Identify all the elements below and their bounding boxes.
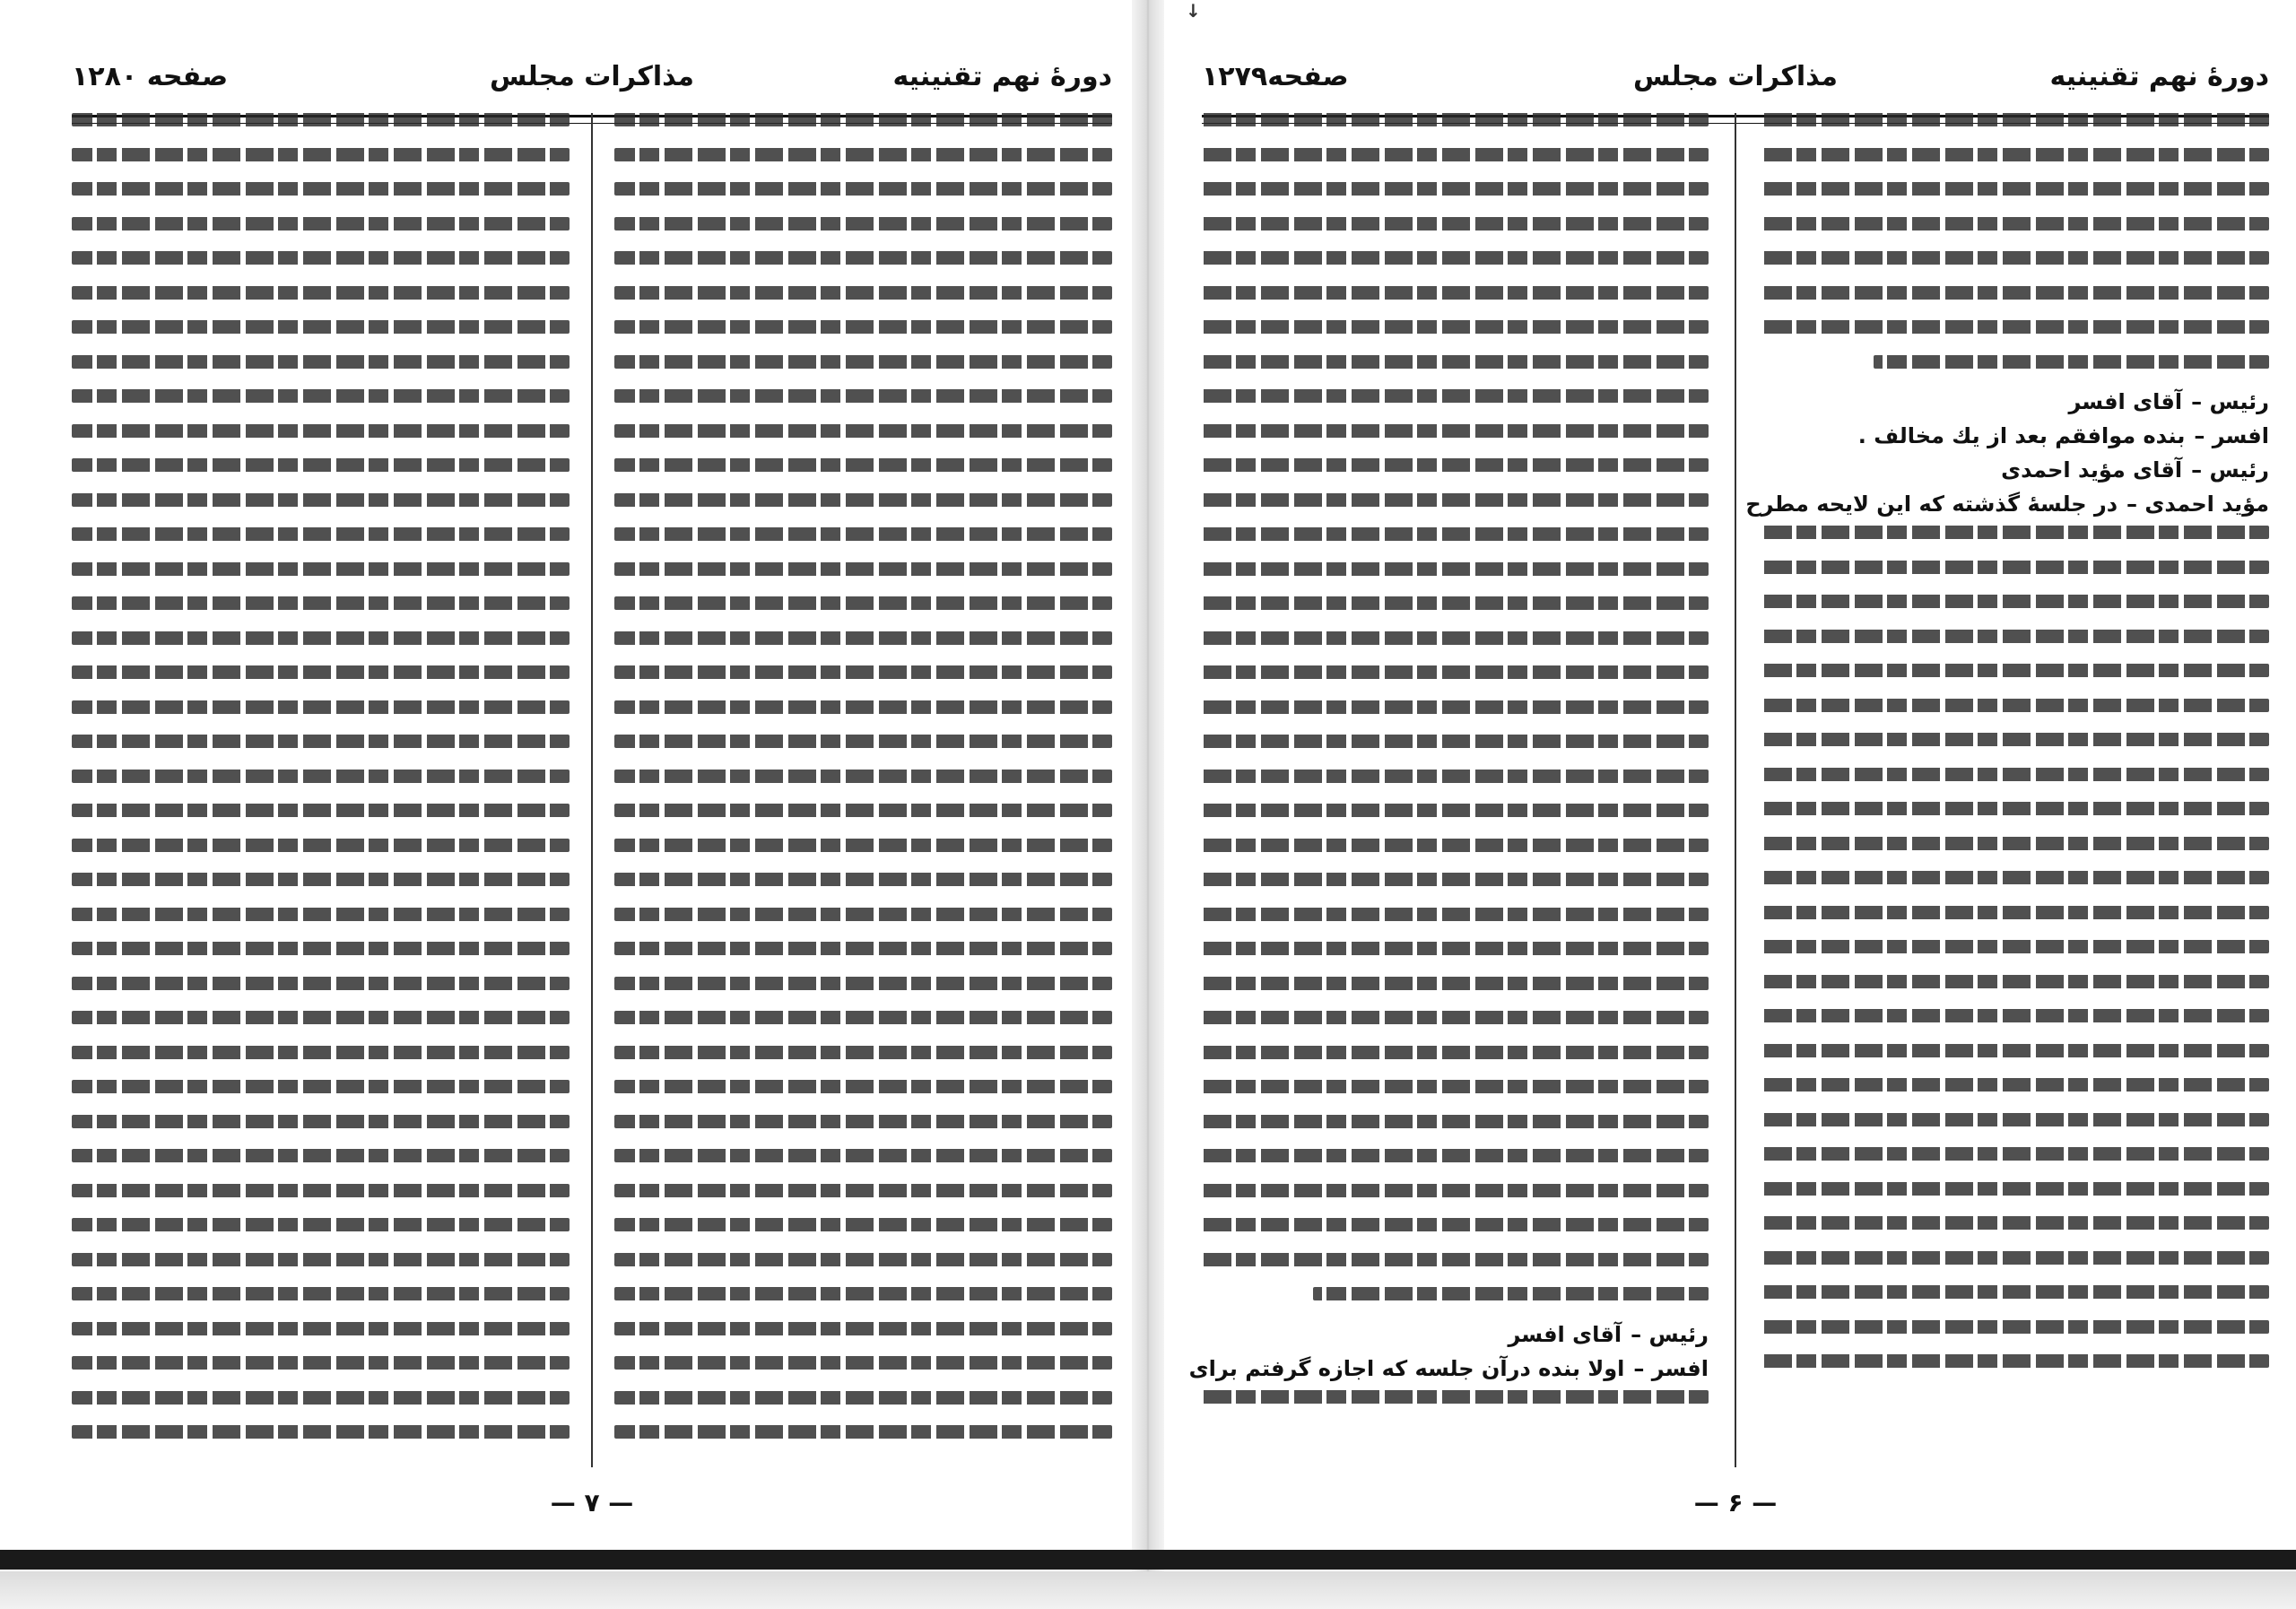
text-line [1762,1251,2269,1265]
speaker-line [1762,457,2269,483]
speaker-name: رئیس – [2191,457,2269,483]
page-number: صفحه۱۲۷۹ [1202,61,1349,92]
text-column-left [72,113,570,1476]
text-line [614,942,1112,955]
text-line [72,1115,570,1128]
text-line [1202,493,1709,507]
text-line [614,562,1112,576]
text-line [614,1218,1112,1231]
speaker-name: مؤید احمدی – [2126,491,2269,517]
text-line [1202,839,1709,852]
text-line [72,839,570,852]
text-line [614,1425,1112,1439]
text-line [1202,942,1709,955]
speaker-line [1762,423,2269,448]
text-column-left [1188,113,1709,1476]
text-column-right [1745,113,2269,1476]
text-line [614,1080,1112,1093]
text-line [1874,355,2269,369]
text-line [1762,733,2269,746]
text-line [1202,251,1709,265]
text-line [614,1046,1112,1059]
text-line [72,527,570,541]
speaker-text: آقای افسر [2068,389,2183,414]
text-line [72,1356,570,1370]
text-line [1202,735,1709,748]
text-line [72,1046,570,1059]
speaker-name: رئیس – [1631,1321,1709,1347]
text-line [614,527,1112,541]
text-line [72,1080,570,1093]
column-divider [1735,113,1736,1467]
scan-edge-band [0,1550,2296,1570]
text-line [1762,871,2269,884]
text-line [614,113,1112,126]
text-line [1202,1184,1709,1197]
page-left [72,34,1112,1523]
text-line [614,1115,1112,1128]
text-line [614,1149,1112,1162]
speaker-text: اولا بنده درآن جلسه که اجازه گرفتم برای [1188,1355,1625,1381]
book-gutter [1132,0,1164,1609]
text-line [1202,873,1709,886]
text-line [614,908,1112,921]
page-footer-number: — ۷ — [550,1488,634,1518]
text-line [72,1218,570,1231]
text-line [614,389,1112,403]
speaker-name: افسر – [2194,423,2269,448]
text-line [614,1356,1112,1370]
text-line [1202,355,1709,369]
text-line [1202,148,1709,161]
text-line [1762,699,2269,712]
text-line [1762,768,2269,781]
text-line [72,286,570,300]
text-line [1762,526,2269,539]
text-line [72,320,570,334]
text-line [1762,113,2269,126]
text-line [614,251,1112,265]
column-divider [591,113,593,1467]
text-line [614,493,1112,507]
text-line [1202,113,1709,126]
speaker-text: در جلسهٔ گذشته که این لایحه مطرح [1745,491,2118,517]
text-line [1762,182,2269,196]
text-line [72,1011,570,1024]
text-line [614,148,1112,161]
text-line [614,804,1112,817]
page-number: صفحه ۱۲۸۰ [72,61,229,92]
text-line [1202,217,1709,230]
text-line [72,1184,570,1197]
text-line [1762,630,2269,643]
text-line [1202,1218,1709,1231]
text-line [614,977,1112,990]
speaker-line [1202,1321,1709,1347]
text-column-right [614,113,1112,1476]
text-line [72,873,570,886]
text-line [1762,1182,2269,1196]
text-line [1202,527,1709,541]
text-line [1202,1115,1709,1128]
text-line [72,977,570,990]
text-line [614,735,1112,748]
text-line [614,424,1112,438]
text-line [1202,458,1709,472]
text-line [1202,1046,1709,1059]
text-lines [1188,113,1709,1424]
page-right [1188,34,2269,1523]
text-line [1202,631,1709,645]
text-line [72,424,570,438]
text-line [72,631,570,645]
text-line [1762,1216,2269,1230]
text-line [1762,1044,2269,1057]
page-header [1202,54,2269,99]
text-line [1202,320,1709,334]
text-line [72,217,570,230]
text-line [72,908,570,921]
text-line [614,1287,1112,1300]
text-line [1762,1285,2269,1299]
text-line [72,148,570,161]
session-label: دورهٔ نهم تقنینیه [892,61,1112,92]
text-line [1202,562,1709,576]
text-line [1762,906,2269,919]
speaker-text: بنده موافقم بعد از یك مخالف . [1857,423,2186,448]
text-line [614,1011,1112,1024]
text-line [1202,1149,1709,1162]
text-line [614,631,1112,645]
text-line [1762,837,2269,850]
text-line [614,182,1112,196]
text-line [614,596,1112,610]
text-line [1202,1011,1709,1024]
text-line [614,1253,1112,1266]
text-line [1202,596,1709,610]
text-line [614,286,1112,300]
text-line [1762,561,2269,574]
text-line [1202,424,1709,438]
speaker-line [1745,491,2269,517]
text-line [72,942,570,955]
text-line [1762,251,2269,265]
text-line [72,1391,570,1405]
page-title: مذاکرات مجلس [489,61,695,92]
text-line [1202,1253,1709,1266]
speaker-line [1762,389,2269,414]
text-line [614,873,1112,886]
session-label: دورهٔ نهم تقنینیه [2049,61,2269,92]
text-line [614,458,1112,472]
text-line [72,804,570,817]
text-line [1762,1147,2269,1161]
text-line [614,700,1112,714]
text-line [1313,1287,1709,1300]
speaker-name: افسر – [1633,1355,1709,1381]
text-line [72,113,570,126]
text-line [72,735,570,748]
text-line [1202,389,1709,403]
text-line [1202,700,1709,714]
text-line [1762,1320,2269,1334]
text-line [72,1149,570,1162]
text-line [614,1391,1112,1405]
text-line [614,320,1112,334]
text-line [1202,1080,1709,1093]
text-line [1762,1113,2269,1126]
text-line [1762,1354,2269,1368]
text-line [1202,1390,1709,1404]
text-line [72,389,570,403]
text-line [614,770,1112,783]
text-line [72,355,570,369]
text-line [72,251,570,265]
text-line [1762,1078,2269,1092]
text-line [1762,664,2269,677]
text-line [1202,804,1709,817]
speaker-text: آقای افسر [1508,1321,1622,1347]
text-line [72,596,570,610]
speaker-text: آقای مؤید احمدی [2001,457,2183,483]
text-line [614,1322,1112,1335]
text-line [1762,595,2269,608]
speaker-line [1188,1355,1709,1381]
text-line [1202,286,1709,300]
text-line [72,1425,570,1439]
text-line [1202,977,1709,990]
corner-mark: ↓ [1186,0,1201,22]
text-line [72,493,570,507]
text-line [1762,940,2269,953]
text-line [72,665,570,679]
text-line [72,1287,570,1300]
text-line [1202,770,1709,783]
text-line [614,839,1112,852]
text-line [72,770,570,783]
text-line [1202,182,1709,196]
text-line [1762,148,2269,161]
text-lines [614,113,1112,1460]
text-line [1762,1009,2269,1022]
text-line [1762,320,2269,334]
text-line [1762,217,2269,230]
scan-edge-shadow [0,1571,2296,1609]
text-line [1202,908,1709,921]
text-line [72,700,570,714]
text-line [1762,975,2269,988]
text-line [614,665,1112,679]
text-line [614,1184,1112,1197]
page-header [72,54,1112,99]
text-line [614,355,1112,369]
text-line [614,217,1112,230]
text-lines [1745,113,2269,1389]
page-footer-number: — ۶ — [1693,1488,1778,1518]
text-line [1762,286,2269,300]
text-lines [72,113,570,1460]
speaker-name: رئیس – [2191,389,2269,414]
text-line [72,562,570,576]
text-line [72,1322,570,1335]
text-line [72,1253,570,1266]
text-line [72,458,570,472]
page-title: مذاکرات مجلس [1632,61,1839,92]
text-line [72,182,570,196]
text-line [1762,802,2269,815]
text-line [1202,665,1709,679]
